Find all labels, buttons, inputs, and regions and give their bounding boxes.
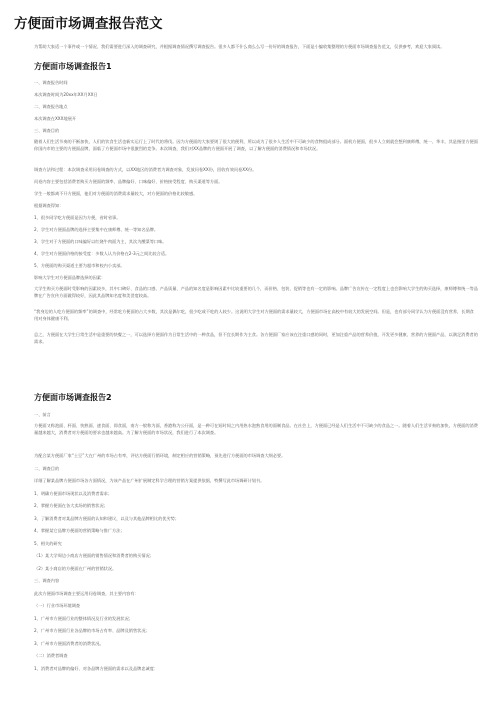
report1-para-5: 随着人们生活节奏的不断加快，人们的饮食生活也新实运行上了时代的将伐。因为方便面的大家要则了很大的便利，所以成为了很多人生活中不可缺少的食物组成部分。面机方便面，很多人立刻就会想到康师傅，统一、华丰，其是指里方便面你国内市的主要的方便面品牌，面临了方便面市场中很激烈的竞争。本次调查，我们对XX品牌的方便面开展了调查，以了解方便面的消费情况和市场状况。: [34, 139, 478, 151]
report1-para-0: 一、调查报告时间: [34, 80, 68, 85]
report2-para-16: 2、广州市方便面行业各品牌的市场占有率、品牌及销售状况；: [34, 628, 150, 633]
report2-para-18: （二）消费者调查: [34, 653, 68, 658]
report1-para-4: 三、调查目的: [34, 128, 60, 133]
report1-para-14: 5、方便面的购买渠道主要为超市和校内小卖部。: [34, 263, 125, 268]
report2-para-12: 三、调查内容: [34, 578, 60, 583]
report2-para-5: 1、明确方便面市场现状以及消费者需求；: [34, 491, 113, 496]
report2-para-3: 二、调查目的: [34, 466, 60, 471]
report1-para-1: 本次调查时间为20xx年XX月XX日: [34, 92, 98, 97]
report2-para-15: 1、广州市方便面行业的整体情况及行业的发展状况；: [34, 616, 133, 621]
report1-para-18: 总之，方便面在大学生日常生活中是重要的快餐之一，可以选择方便面作为日常生活中的一种食品，但不宜长期作为主食。各方便面厂家应该在注重口感的同时，更加注重产品的营养价值，开发更多健康、营养的方便面产品，以满足消费者的需求。: [34, 332, 478, 344]
report1-para-16: 大学生购买方便面时受影响的因素较多，其中口碑好、食品的口感、产品质量、产品的知名度是影响因素中比较重要的几个，而价格、包装、促销等也有一定的影响。品牌广告宣传在一定程度上也会影响大学生的购买选择，康师傅和统一等品牌在广告宣传方面做得较好，因此其品牌知名度和美誉度较高。: [34, 286, 478, 298]
report1-para-7: 问卷内容主要包括消费者购买方便面的频率、品牌偏好、口味偏好、价格接受程度、购买渠道等方面。: [34, 179, 223, 184]
report2-para-1: 方便面又称泡面、杯面、快熟面、速食面、即食面，南方一般称为面，香港称为公仔面，是一种可在短时间之内用热水泡熟食用的面制食品。在社会上，方便面已经是人们生活中不可缺少的食品之一。随着人们生活节奏的加快，方便面的消费量越来越大，消费者对方便面的要求也越来越高。为了解方便面的市场状况，我们进行了本次调查。: [34, 423, 478, 435]
report2-para-13: 此次方便面市场调查主要运用问卷调查，其主要内容有：: [34, 591, 139, 596]
report2-para-9: 5、相关的研究: [34, 541, 62, 546]
document-title: 方便面市场调查报告范文: [14, 16, 163, 32]
report1-para-3: 本次调查在XXX地展开: [34, 116, 77, 121]
report1-para-8: 学生一般都离不开方便面，他们对方便面的消费需求量较大，对方便面的价格比较敏感。: [34, 191, 198, 196]
report2-para-4: 详细了解某品牌方便面市场各方面情况，为该产品在广州扩展制定科学合理的营销方案提供依据，特撰写此市场调研计划书。: [34, 478, 265, 483]
report1-para-6: 调查方法和过程：本次调查采用问卷调查的方式，以XX地区的消费者为调查对象，发放问卷XX份，回收有效问卷XX份。: [34, 167, 257, 172]
report2-para-11: （2）某小商店的方便面在广州的营销状况。: [34, 566, 117, 571]
report2-para-0: 一、前言: [34, 412, 51, 417]
report1-para-17: “我身边的人吃方便面的频率”的调查中，经常吃方便面的占大多数，其次是偶尔吃，很少吃或不吃的人较少。这说明大学生对方便面的需求量较大，方便面市场在高校中有较大的发展空间。但是，也有部分同学认为方便面没有营养，长期食用对身体健康不利。: [34, 309, 474, 321]
report1-heading: 方便面市场调查报告1: [34, 62, 112, 71]
report2-para-17: 3、广州市方便面消费者的消费状况。: [34, 641, 104, 646]
intro-paragraph: 为帮助大家适一个事件或一个情况、我们需要进行深入的调查研究，并根据调查情况撰写调查报告。很多人都不什么商么么写一份好的调查报告，下面是小编收集整理的方便面市场调查报告范文，仅供参考，欢迎大家阅读。: [34, 44, 445, 49]
report2-heading: 方便面市场调查报告2: [34, 393, 112, 402]
report2-para-14: （一）行业市场环境调查: [34, 603, 81, 608]
report2-para-10: （1）某大学周边小商店方便面的销售情况和消费者的购买情况；: [34, 553, 154, 558]
report2-para-19: 1、消费者对品牌的偏好、对各品牌方便面的需求以及品牌忠诚度：: [34, 666, 159, 671]
report2-para-7: 3、了解消费者对某品牌方便面的认知和建议，以及与其他品牌相比的优劣势；: [34, 516, 180, 521]
report2-para-2: 为配合某方便面厂家“土豆”大在广州的市场占有率，评估方便面行销环境，制定相应的营销策略，预先进行方便面的市场调查大纲必要。: [34, 453, 286, 458]
report2-para-8: 4、掌握某它品牌方便面的营销策略与推广方法；: [34, 528, 125, 533]
report1-para-10: 1、很多同学吃方便面是因为方便，省时省事。: [34, 215, 121, 220]
report1-para-11: 2、学生对方便面品牌的选择主要集中在康师傅、统一等知名品牌。: [34, 227, 159, 232]
report2-para-6: 2、掌握方便面在各大卖场的销售状况；: [34, 503, 108, 508]
report1-para-9: 根据调查得知：: [34, 203, 64, 208]
report1-para-15: 影响大学生对方便面品牌选择的因素：: [34, 275, 106, 280]
report1-para-2: 二、调查报告地点: [34, 104, 68, 109]
report1-para-13: 4、学生对方便面价格的接受度：多数人认为价格在2-3元之间比较合适。: [34, 251, 170, 256]
report1-para-12: 3、学生对于方便面的口味偏好以红烧牛肉面为主，其次为酸菜等口味。: [34, 239, 167, 244]
